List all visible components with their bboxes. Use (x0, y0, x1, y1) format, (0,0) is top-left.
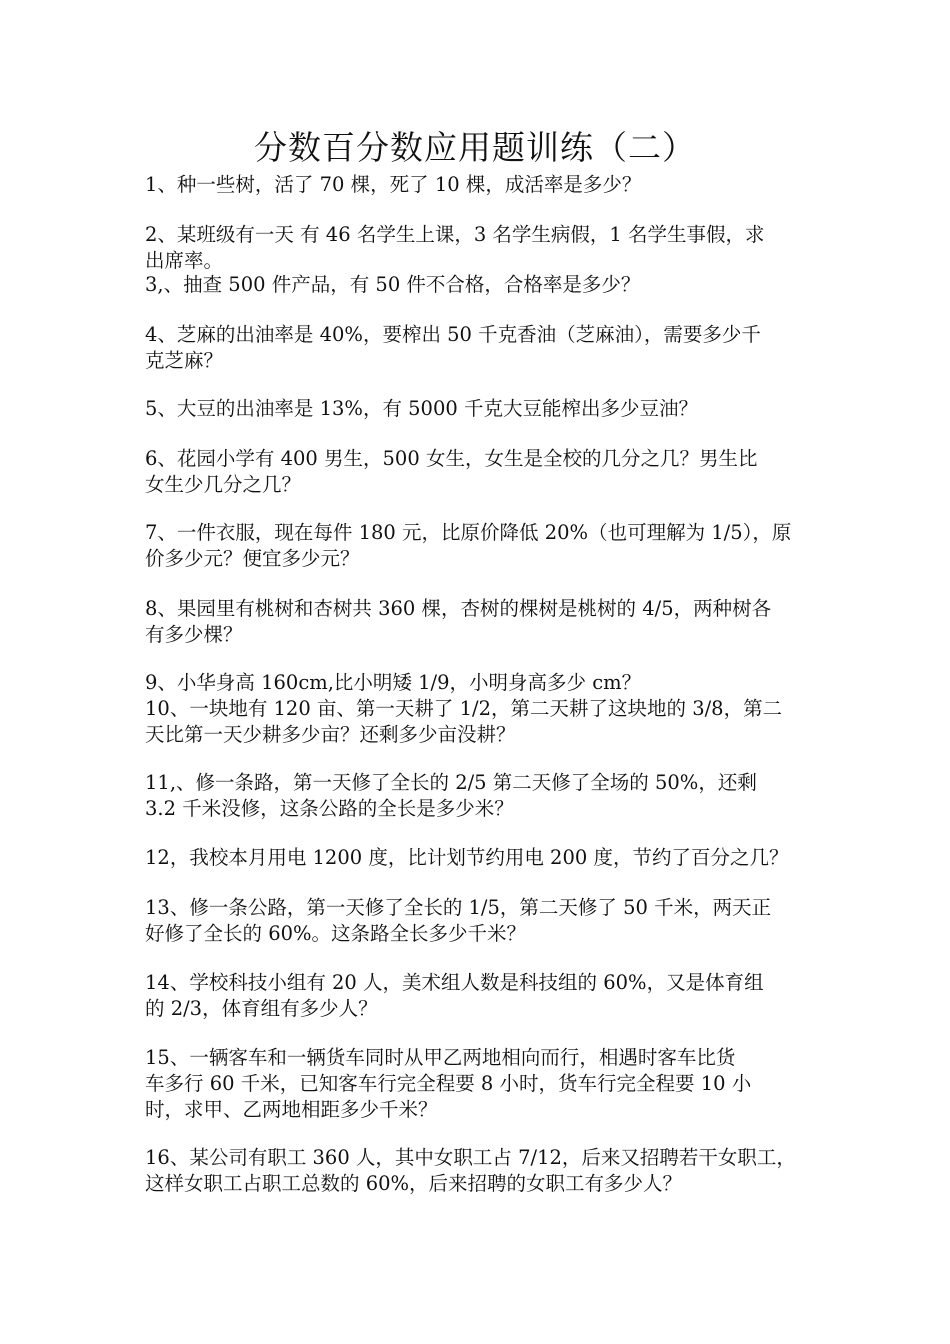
question-line: 时，求甲、乙两地相距多少千米？ (145, 1098, 438, 1121)
question-1 (145, 172, 815, 198)
question-12 (145, 845, 815, 871)
question-3 (145, 272, 815, 298)
question-line: 1、种一些树，活了 70 棵，死了 10 棵，成活率是多少？ (145, 173, 642, 196)
question-2 (145, 222, 815, 274)
question-line: 5、大豆的出油率是 13%，有 5000 千克大豆能榨出多少豆油？ (145, 397, 698, 420)
question-14 (145, 970, 815, 1022)
question-line: 4、芝麻的出油率是 40%，要榨出 50 千克香油（芝麻油），需要多少千 (145, 323, 761, 346)
question-line: 16、某公司有职工 360 人，其中女职工占 7/12，后来又招聘若干女职工， (145, 1146, 796, 1169)
question-4 (145, 322, 815, 374)
question-line: 7、一件衣服，现在每件 180 元，比原价降低 20%（也可理解为 1/5），原 (145, 521, 792, 544)
question-line: 11,、修一条路，第一天修了全长的 2/5 第二天修了全场的 50%，还剩 (145, 771, 757, 794)
question-16 (145, 1145, 815, 1197)
question-6 (145, 446, 815, 498)
question-line: 好修了全长的 60%。这条路全长多少千米？ (145, 922, 527, 945)
question-line: 15、一辆客车和一辆货车同时从甲乙两地相向而行，相遇时客车比货 (145, 1046, 736, 1069)
question-line: 克芝麻？ (145, 349, 224, 372)
question-9 (145, 670, 815, 696)
question-8 (145, 596, 815, 648)
question-line: 的 2/3，体育组有多少人？ (145, 997, 378, 1020)
question-10 (145, 696, 815, 748)
question-line: 2、某班级有一天 有 46 名学生上课，3 名学生病假，1 名学生事假，求 (145, 223, 765, 246)
question-line: 天比第一天少耕多少亩？还剩多少亩没耕？ (145, 723, 516, 746)
question-7 (145, 520, 815, 572)
question-5 (145, 396, 815, 422)
question-line: 3,、抽查 500 件产品，有 50 件不合格，合格率是多少？ (145, 273, 641, 296)
question-line: 14、学校科技小组有 20 人，美术组人数是科技组的 60%，又是体育组 (145, 971, 764, 994)
question-line: 8、果园里有桃树和杏树共 360 棵，杏树的棵树是桃树的 4/5，两种树各 (145, 597, 772, 620)
question-line: 出席率。 (145, 249, 224, 272)
question-line: 价多少元？便宜多少元？ (145, 547, 360, 570)
page-title: 分数百分数应用题训练（二） (254, 128, 696, 167)
question-line: 有多少棵？ (145, 623, 243, 646)
question-line: 13、修一条公路，第一天修了全长的 1/5，第二天修了 50 千米，两天正 (145, 896, 772, 919)
question-line: 3.2 千米没修，这条公路的全长是多少米？ (145, 797, 514, 820)
question-line: 女生少几分之几？ (145, 473, 302, 496)
question-13 (145, 895, 815, 947)
question-15 (145, 1045, 815, 1123)
question-11 (145, 770, 815, 822)
question-line: 10、一块地有 120 亩、第一天耕了 1/2，第二天耕了这块地的 3/8，第二 (145, 697, 783, 720)
question-line: 12，我校本月用电 1200 度，比计划节约用电 200 度，节约了百分之几？ (145, 846, 789, 869)
question-line: 这样女职工占职工总数的 60%，后来招聘的女职工有多少人？ (145, 1172, 683, 1195)
question-line: 9、小华身高 160cm,比小明矮 1/9，小明身高多少 cm？ (145, 671, 642, 694)
question-line: 车多行 60 千米，已知客车行完全程要 8 小时，货车行完全程要 10 小 (145, 1072, 752, 1095)
question-line: 6、花园小学有 400 男生，500 女生，女生是全校的几分之几？男生比 (145, 447, 758, 470)
